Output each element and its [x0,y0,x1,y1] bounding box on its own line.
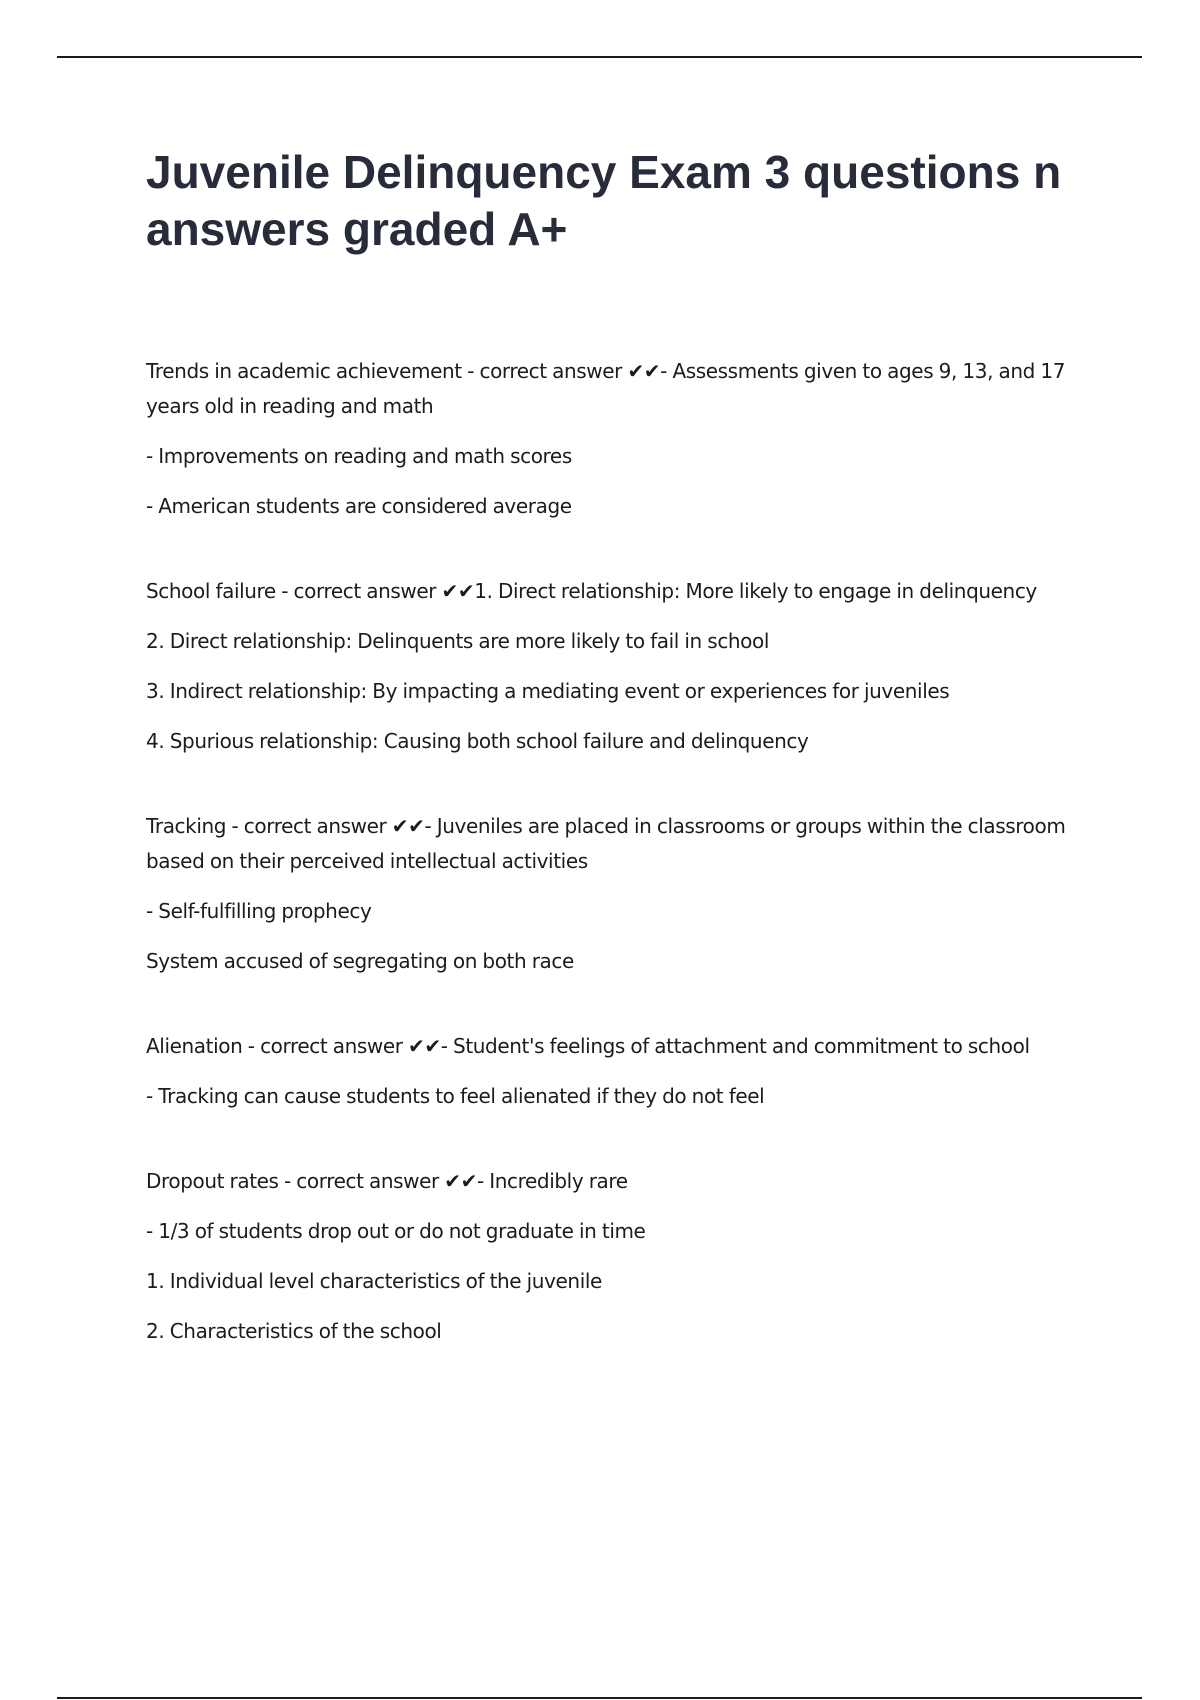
qa-line: 4. Spurious relationship: Causing both school failure and delinquency [146,729,809,753]
qa-line: 2. Direct relationship: Delinquents are more likely to fail in school [146,629,770,653]
qa-line: Tracking - correct answer ✔✔- Juveniles are placed in classrooms or groups within the classroom based on their perceived intellectual activities [146,814,1066,873]
qa-section-alienation [146,1029,1086,1114]
top-rule [57,56,1142,58]
document-body [146,144,1086,1399]
qa-line: - 1/3 of students drop out or do not graduate in time [146,1219,646,1243]
qa-line: 3. Indirect relationship: By impacting a mediating event or experiences for juveniles [146,679,950,703]
qa-sections [146,354,1086,1349]
qa-line: School failure - correct answer ✔✔1. Direct relationship: More likely to engage in delinquency [146,579,1037,603]
qa-line: - Self-fulfilling prophecy [146,899,372,923]
qa-section-school-failure [146,574,1086,759]
bottom-rule [57,1697,1142,1699]
qa-line: Alienation - correct answer ✔✔- Student's feelings of attachment and commitment to school [146,1034,1030,1058]
qa-line: System accused of segregating on both race [146,949,574,973]
qa-line: Trends in academic achievement - correct answer ✔✔- Assessments given to ages 9, 13, and 17 years old in reading and math [146,359,1066,418]
document-title: Juvenile Delinquency Exam 3 questions n answers graded A+ [146,146,1062,255]
qa-line: - American students are considered average [146,494,572,518]
qa-line: - Tracking can cause students to feel alienated if they do not feel [146,1084,765,1108]
qa-section-dropout-rates [146,1164,1086,1349]
qa-line: - Improvements on reading and math scores [146,444,572,468]
qa-line: 1. Individual level characteristics of the juvenile [146,1269,602,1293]
qa-line: Dropout rates - correct answer ✔✔- Incredibly rare [146,1169,628,1193]
qa-line: 2. Characteristics of the school [146,1319,442,1343]
qa-section-tracking [146,809,1086,979]
qa-section-trends [146,354,1086,524]
